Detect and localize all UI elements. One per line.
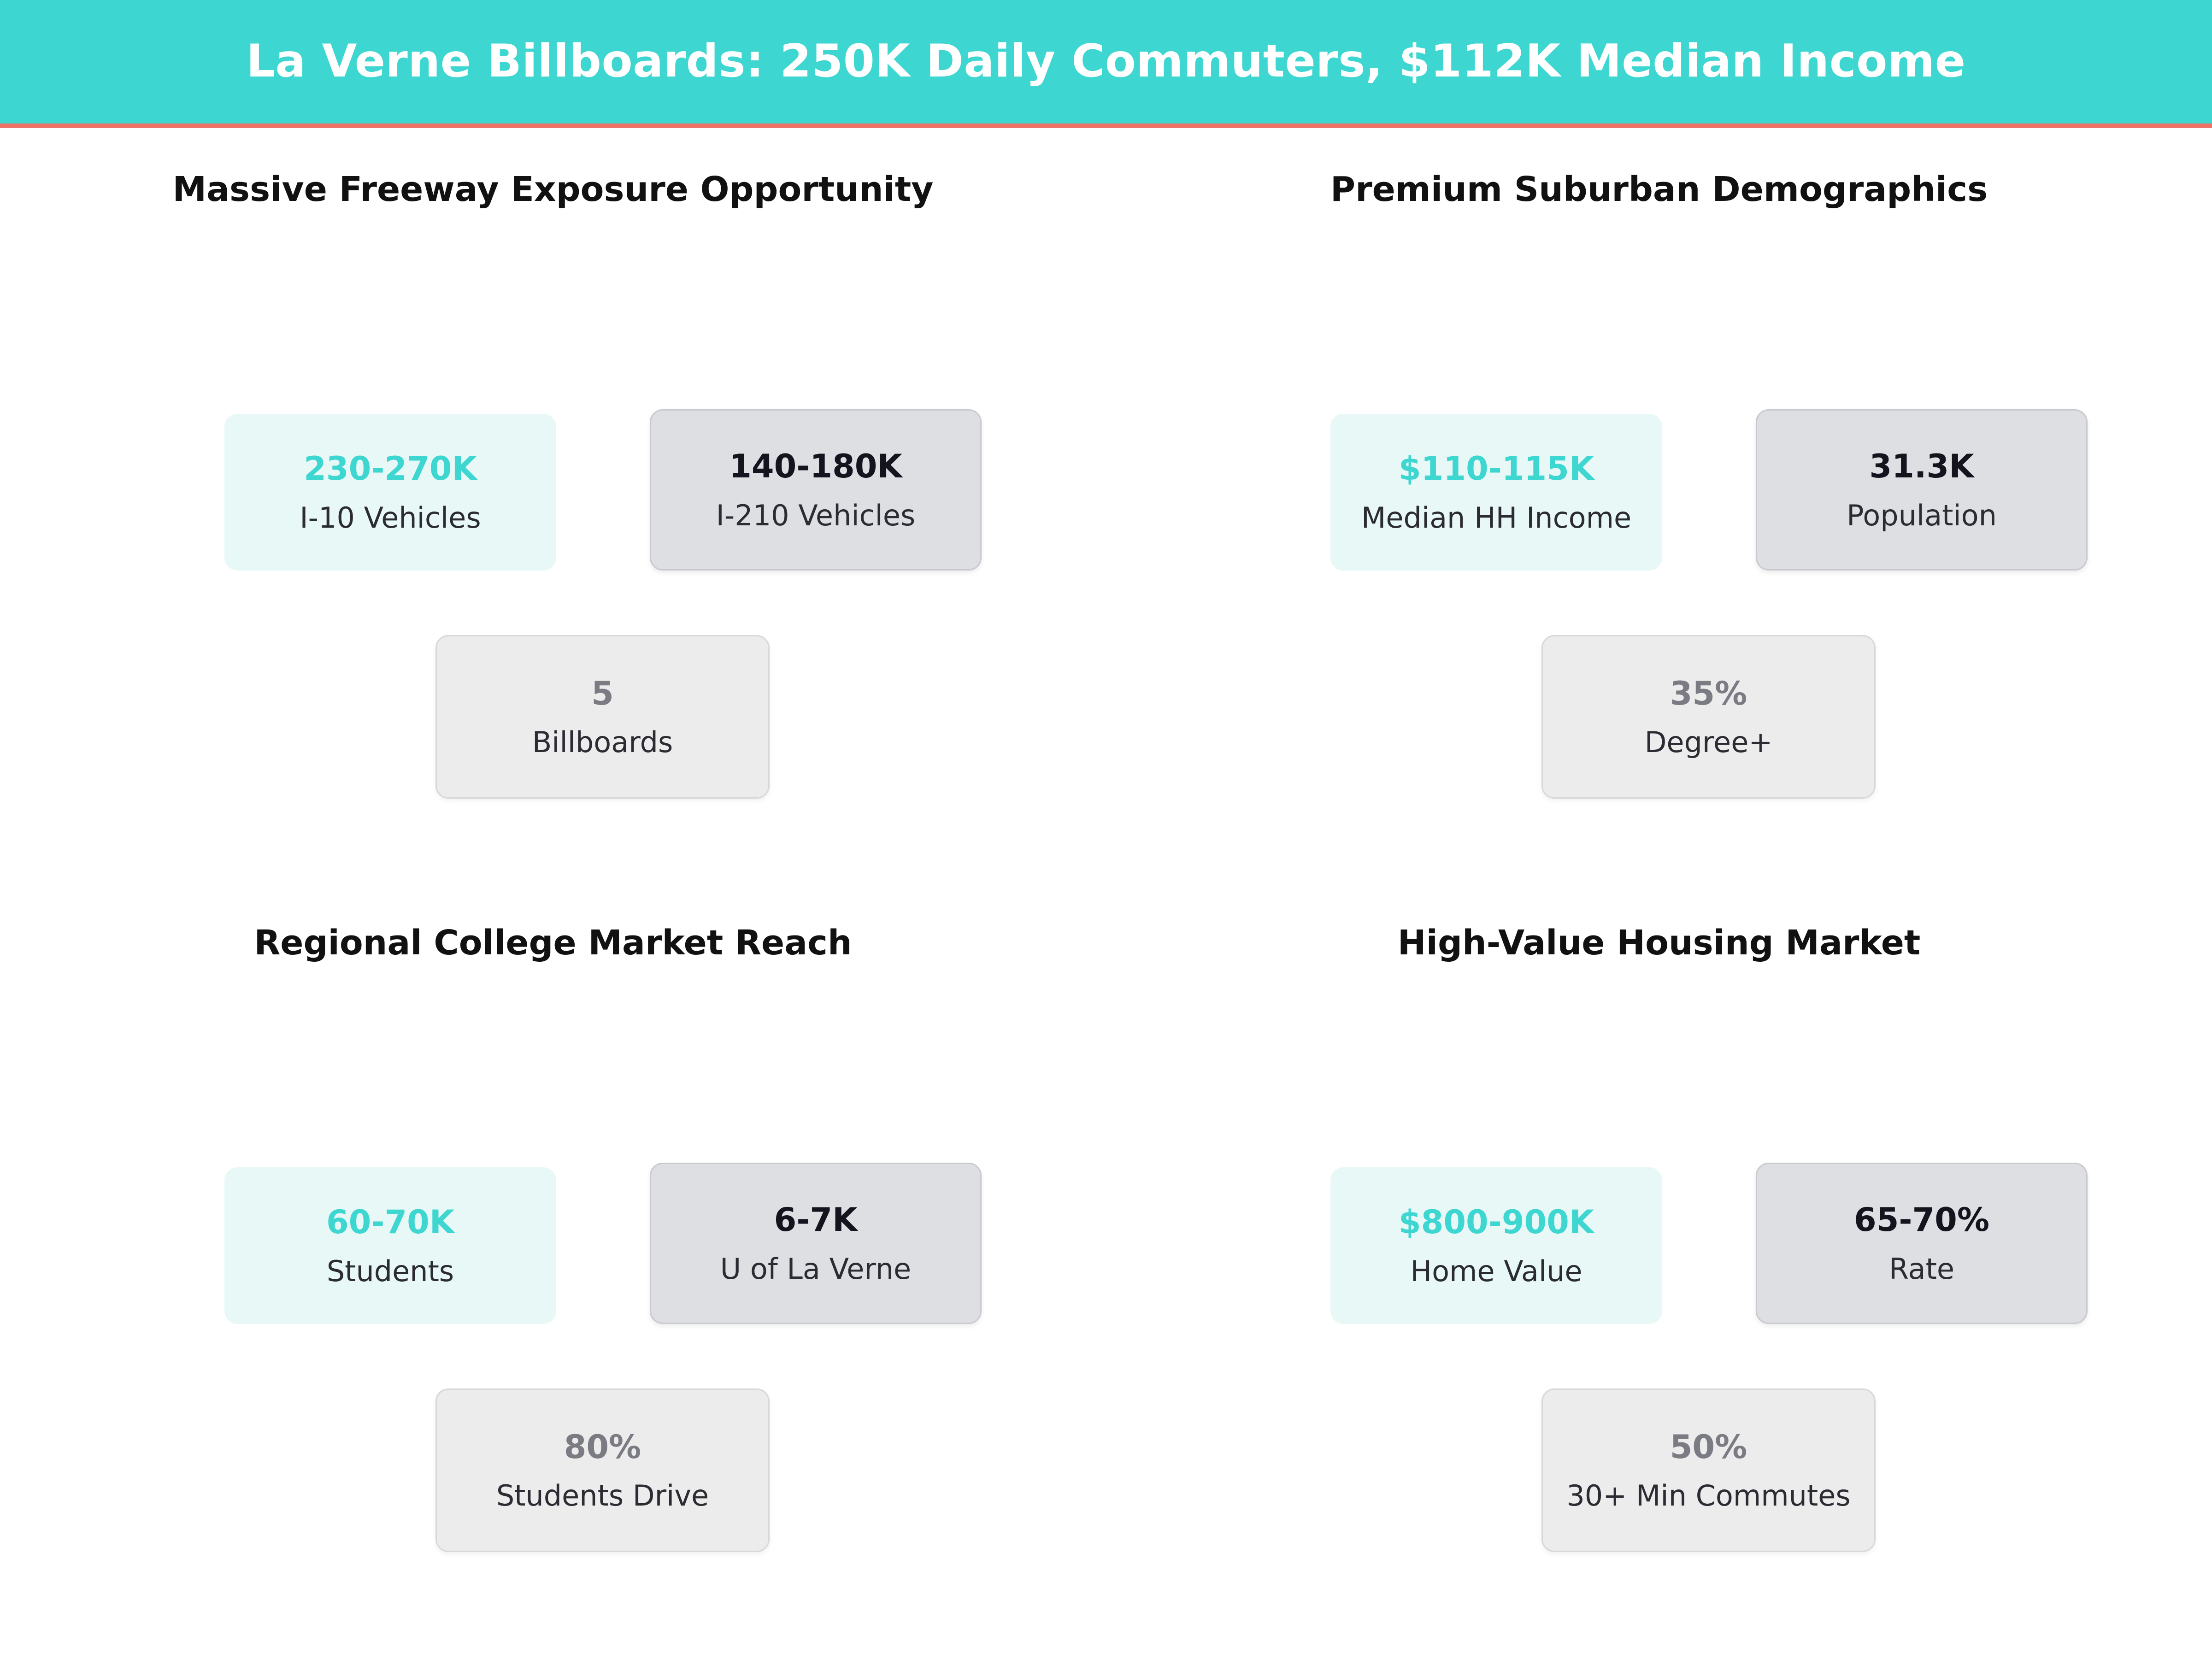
panel-freeway-exposure (0, 133, 1106, 888)
stat-value: 5 (591, 674, 614, 712)
stat-value: 140-180K (729, 447, 902, 486)
panel-title: Regional College Market Reach (254, 923, 852, 963)
panel-college-market (0, 886, 1106, 1642)
stat-label: Home Value (1410, 1254, 1583, 1288)
panel-title: Premium Suburban Demographics (1330, 170, 1988, 209)
stat-label: Median HH Income (1361, 500, 1632, 535)
stat-label: Students (326, 1254, 454, 1288)
stat-label: Students Drive (496, 1479, 709, 1513)
stat-value: 35% (1670, 674, 1747, 712)
stat-value: $110-115K (1398, 450, 1594, 488)
stat-card (650, 1163, 982, 1324)
stat-card (435, 1388, 770, 1552)
stat-card (1541, 1388, 1876, 1552)
stat-label: Degree+ (1644, 725, 1773, 759)
stat-label: 30+ Min Commutes (1566, 1479, 1851, 1513)
stat-card (224, 414, 556, 571)
stat-value: 230-270K (304, 450, 477, 488)
stat-card (1541, 635, 1876, 799)
header-band (0, 0, 2212, 124)
panel-title: Massive Freeway Exposure Opportunity (172, 170, 934, 209)
stat-label: I-10 Vehicles (300, 500, 481, 535)
page-title: La Verne Billboards: 250K Daily Commuters, $112K Median Income (246, 35, 1966, 88)
panel-housing-market (1106, 886, 2212, 1642)
stat-value: 60-70K (326, 1203, 455, 1241)
panel-demographics (1106, 133, 2212, 888)
stat-card (1756, 409, 2088, 571)
stat-value: 65-70% (1853, 1201, 1989, 1239)
stat-card (1330, 414, 1662, 571)
stat-card (1330, 1167, 1662, 1324)
stat-label: U of La Verne (720, 1252, 912, 1286)
stat-value: 6-7K (774, 1201, 858, 1239)
stat-card (224, 1167, 556, 1324)
stat-label: Population (1847, 498, 1997, 532)
panel-grid (0, 128, 2212, 1659)
stat-value: $800-900K (1398, 1203, 1594, 1241)
stat-card (650, 409, 982, 571)
panel-title: High-Value Housing Market (1397, 923, 1921, 963)
stat-card (1756, 1163, 2088, 1324)
stat-label: I-210 Vehicles (716, 498, 916, 532)
stat-value: 80% (564, 1428, 641, 1466)
stat-value: 50% (1670, 1428, 1747, 1466)
header-divider (0, 124, 2212, 128)
stat-value: 31.3K (1869, 447, 1974, 486)
stat-label: Rate (1888, 1252, 1955, 1286)
stat-label: Billboards (532, 725, 673, 759)
stat-card (435, 635, 770, 799)
